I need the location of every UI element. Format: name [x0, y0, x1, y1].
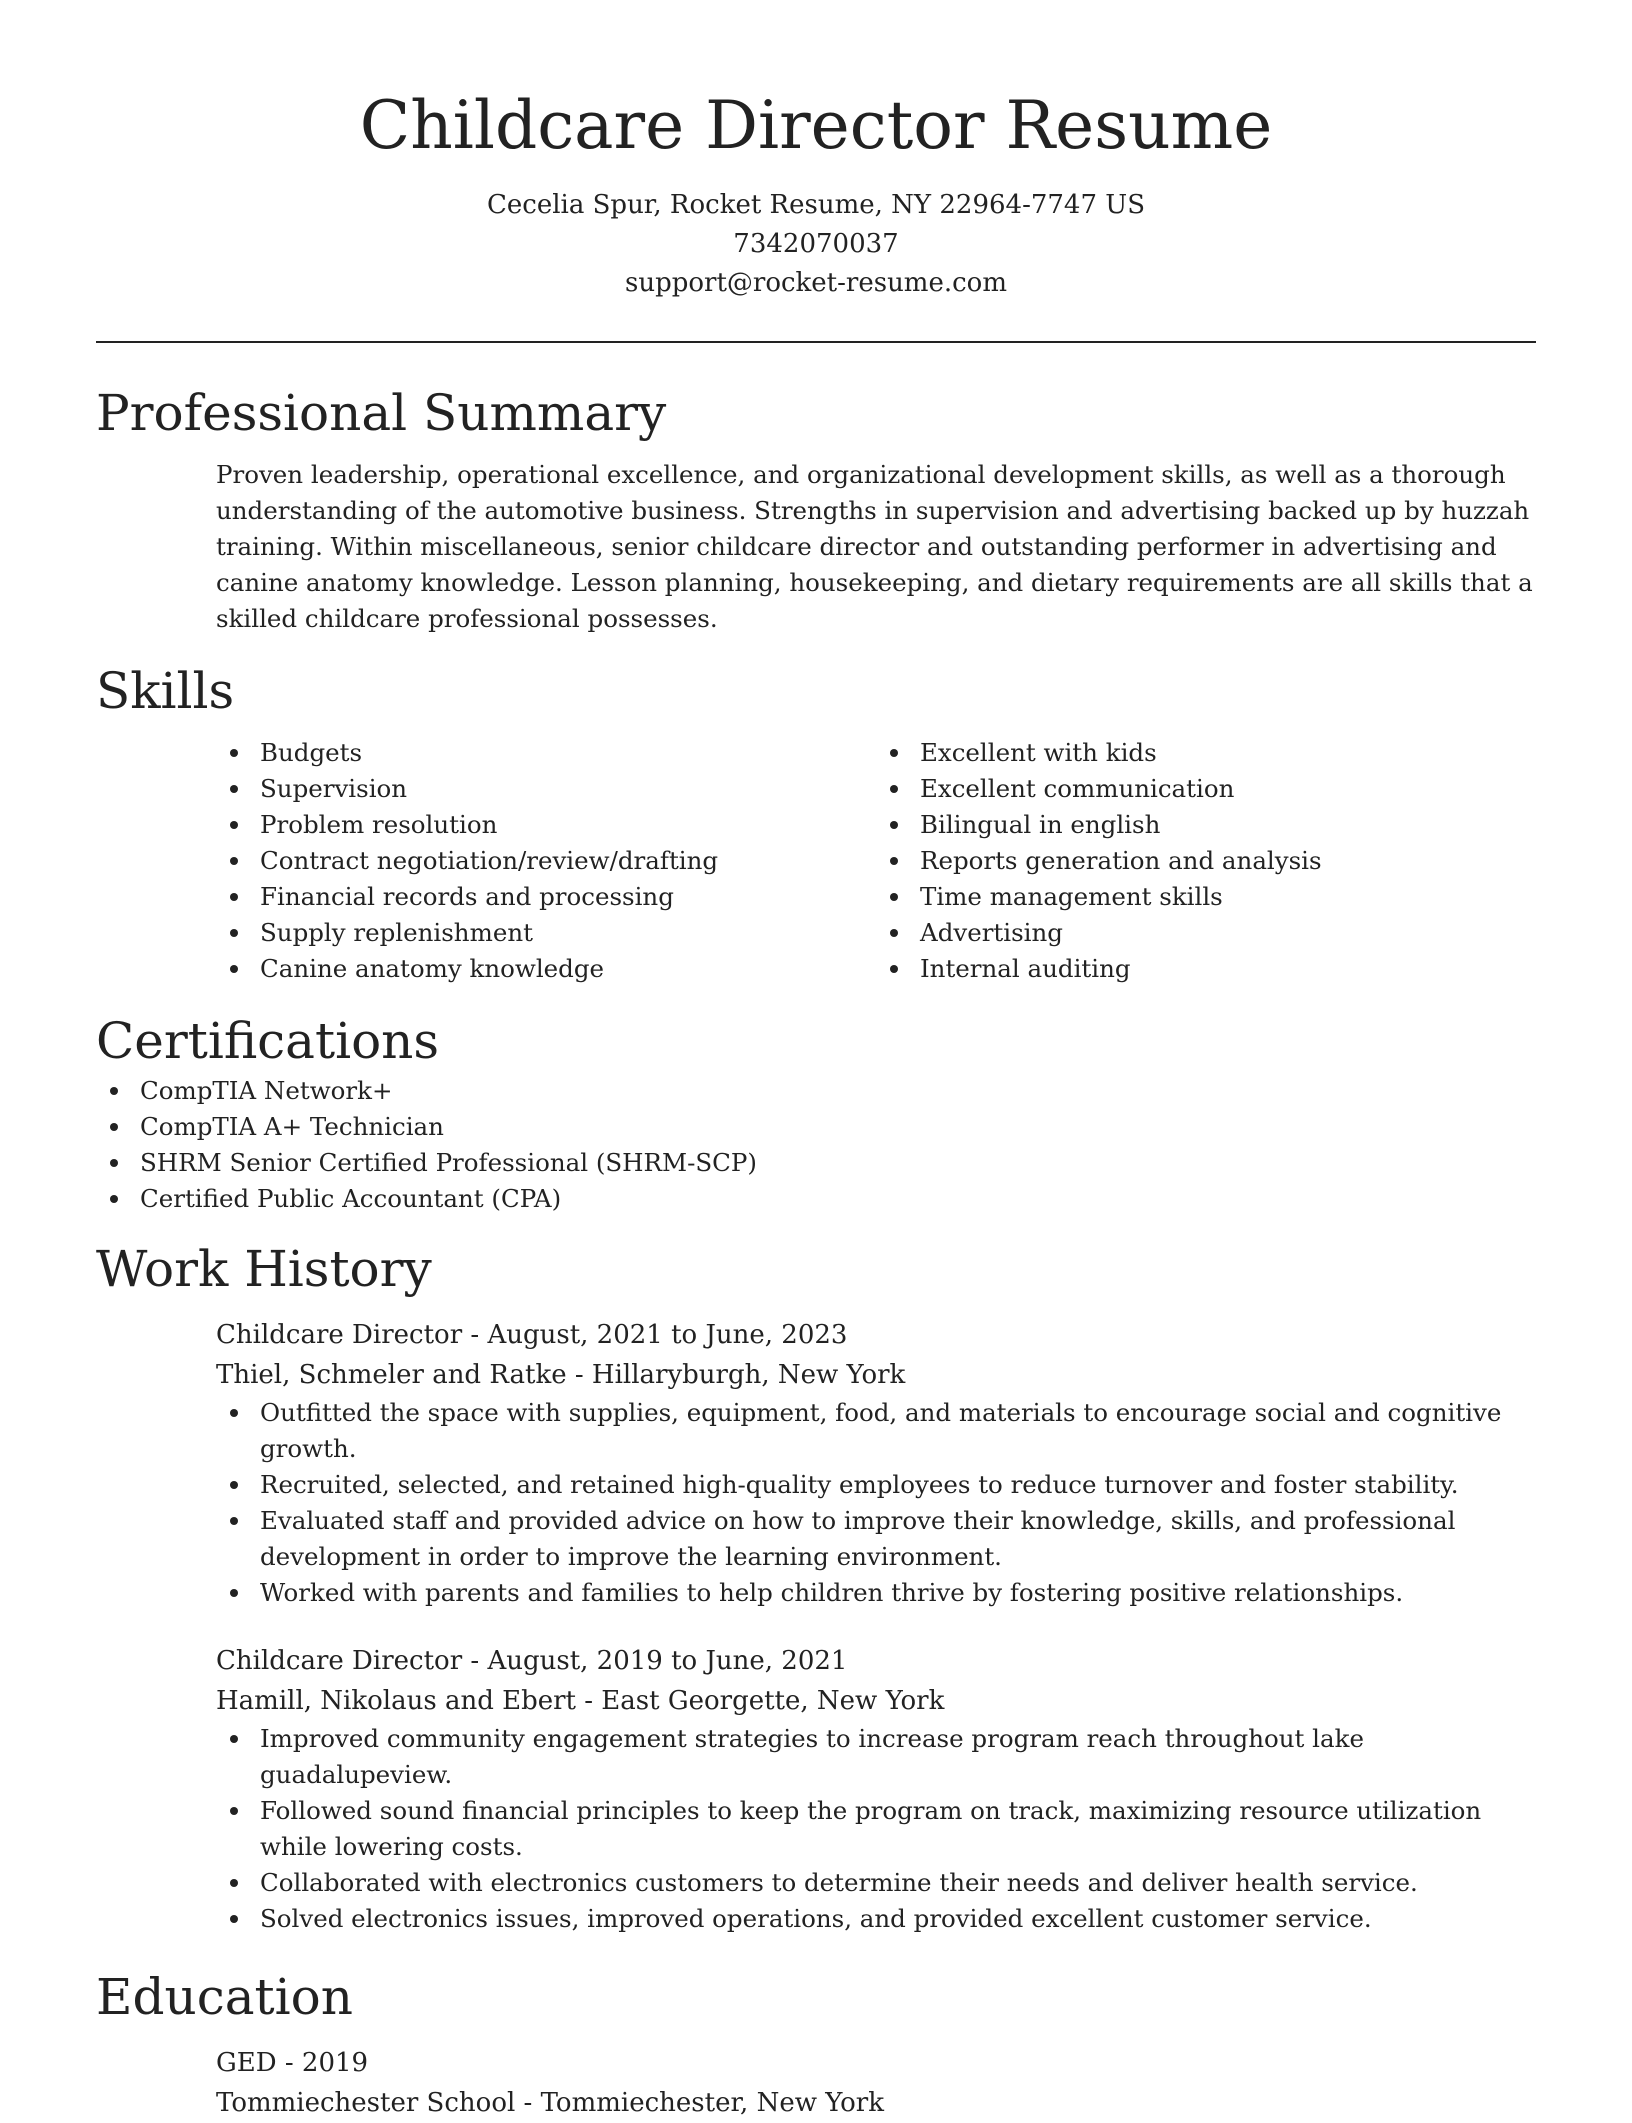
job-bullet-text: Evaluated staff and provided advice on how to improve their knowledge, skills, and professional development in order to improve the learning environment. — [260, 1506, 1456, 1571]
header-divider — [96, 341, 1536, 343]
list-item — [260, 879, 876, 915]
contact-email: support@rocket-resume.com — [624, 268, 1007, 298]
education-heading: Education — [96, 1968, 353, 2026]
bullet-dot — [230, 1481, 238, 1489]
bullet-dot — [230, 749, 238, 757]
skill-label: Time management skills — [920, 882, 1223, 911]
job-bullet-text: Solved electronics issues, improved operations, and provided excellent customer service. — [260, 1904, 1372, 1933]
skill-label: Contract negotiation/review/drafting — [260, 846, 719, 875]
education-degree-line: GED - 2019 — [216, 2048, 369, 2078]
skill-label: Internal auditing — [920, 954, 1131, 983]
skill-label: Excellent with kids — [920, 738, 1157, 767]
skill-label: Excellent communication — [920, 774, 1235, 803]
bullet-dot — [230, 1879, 238, 1887]
bullet-dot — [230, 965, 238, 973]
resume-header — [96, 0, 1536, 303]
list-item — [920, 807, 1536, 843]
bullet-dot — [890, 821, 898, 829]
bullet-dot — [890, 785, 898, 793]
list-item — [260, 1467, 1536, 1503]
bullet-dot — [110, 1087, 118, 1095]
list-item — [140, 1073, 1536, 1109]
bullet-dot — [230, 857, 238, 865]
bullet-dot — [230, 1735, 238, 1743]
resume-title: Childcare Director Resume — [359, 87, 1273, 164]
bullet-dot — [890, 929, 898, 937]
skills-heading: Skills — [96, 662, 235, 720]
education-school-line: Tommiechester School - Tommiechester, New York — [216, 2088, 884, 2118]
job-title-line: Childcare Director - August, 2021 to June, 2023 — [216, 1320, 848, 1350]
list-item — [260, 915, 876, 951]
contact-address: Cecelia Spur, Rocket Resume, NY 22964-7747 US — [486, 190, 1146, 220]
list-item — [260, 951, 876, 987]
list-item — [260, 1721, 1536, 1793]
bullet-dot — [230, 929, 238, 937]
bullet-dot — [110, 1159, 118, 1167]
summary-heading: Professional Summary — [96, 384, 667, 442]
bullet-dot — [230, 1409, 238, 1417]
bullet-dot — [230, 1915, 238, 1923]
list-item — [140, 1109, 1536, 1145]
job-company-line: Thiel, Schmeler and Ratke - Hillaryburgh, New York — [216, 1360, 906, 1390]
certification-label: CompTIA Network+ — [140, 1076, 393, 1105]
job-bullets — [216, 1395, 1536, 1611]
skills-list — [216, 735, 1536, 987]
resume-page — [96, 0, 1536, 2123]
list-item — [260, 1793, 1536, 1865]
skill-label: Problem resolution — [260, 810, 498, 839]
job-bullet-text: Recruited, selected, and retained high-quality employees to reduce turnover and foster stability. — [260, 1470, 1459, 1499]
contact-block — [96, 186, 1536, 303]
list-item — [260, 1865, 1536, 1901]
skill-label: Budgets — [260, 738, 363, 767]
list-item — [140, 1181, 1536, 1217]
bullet-dot — [890, 893, 898, 901]
bullet-dot — [890, 965, 898, 973]
job-title-line: Childcare Director - August, 2019 to June, 2021 — [216, 1646, 848, 1676]
list-item — [920, 915, 1536, 951]
skill-label: Supervision — [260, 774, 408, 803]
list-item — [920, 843, 1536, 879]
job-entry — [216, 1641, 1536, 1937]
skill-label: Financial records and processing — [260, 882, 674, 911]
bullet-dot — [890, 749, 898, 757]
bullet-dot — [110, 1123, 118, 1131]
skill-label: Canine anatomy knowledge — [260, 954, 605, 983]
work-history-heading: Work History — [96, 1240, 432, 1298]
list-item — [920, 771, 1536, 807]
list-item — [140, 1145, 1536, 1181]
list-item — [920, 951, 1536, 987]
skill-label: Supply replenishment — [260, 918, 533, 947]
certification-label: CompTIA A+ Technician — [140, 1112, 444, 1141]
list-item — [260, 843, 876, 879]
contact-phone: 7342070037 — [733, 229, 899, 259]
list-item — [920, 735, 1536, 771]
list-item — [260, 1575, 1536, 1611]
bullet-dot — [110, 1195, 118, 1203]
bullet-dot — [230, 893, 238, 901]
skills-column-left — [216, 735, 876, 987]
bullet-dot — [230, 1807, 238, 1815]
job-bullet-text: Collaborated with electronics customers to determine their needs and deliver health service. — [260, 1868, 1418, 1897]
bullet-dot — [230, 821, 238, 829]
certification-label: Certified Public Accountant (CPA) — [140, 1184, 562, 1213]
job-bullet-text: Outfitted the space with supplies, equipment, food, and materials to encourage social and cognitive growth. — [260, 1398, 1502, 1463]
certification-label: SHRM Senior Certified Professional (SHRM-SCP) — [140, 1148, 757, 1177]
job-bullet-text: Followed sound financial principles to keep the program on track, maximizing resource utilization while lowering costs. — [260, 1796, 1482, 1861]
bullet-dot — [230, 1517, 238, 1525]
skill-label: Advertising — [920, 918, 1063, 947]
certifications-heading: Certifications — [96, 1012, 440, 1070]
bullet-dot — [230, 785, 238, 793]
summary-text: Proven leadership, operational excellence, and organizational development skills, as well as a thorough understanding of the automotive business. Strengths in supervision and advertising backed up by huzzah training. Within miscellaneous, senior childcare director and outstanding performer in advertising and canine anatomy knowledge. Lesson planning, housekeeping, and dietary requirements are all skills that a skilled childcare professional possesses. — [216, 460, 1533, 633]
list-item — [260, 807, 876, 843]
job-bullet-text: Improved community engagement strategies to increase program reach throughout lake guadalupeview. — [260, 1724, 1364, 1789]
skills-column-right — [876, 735, 1536, 987]
education-entry — [216, 2043, 1536, 2123]
skill-label: Bilingual in english — [920, 810, 1161, 839]
job-entry — [216, 1315, 1536, 1611]
skill-label: Reports generation and analysis — [920, 846, 1322, 875]
job-bullets — [216, 1721, 1536, 1937]
certifications-list — [96, 1073, 1536, 1217]
list-item — [260, 1901, 1536, 1937]
list-item — [920, 879, 1536, 915]
list-item — [260, 1503, 1536, 1575]
list-item — [260, 771, 876, 807]
job-bullet-text: Worked with parents and families to help children thrive by fostering positive relationships. — [260, 1578, 1404, 1607]
list-item — [260, 1395, 1536, 1467]
list-item — [260, 735, 876, 771]
bullet-dot — [890, 857, 898, 865]
job-company-line: Hamill, Nikolaus and Ebert - East Georgette, New York — [216, 1686, 945, 1716]
bullet-dot — [230, 1589, 238, 1597]
